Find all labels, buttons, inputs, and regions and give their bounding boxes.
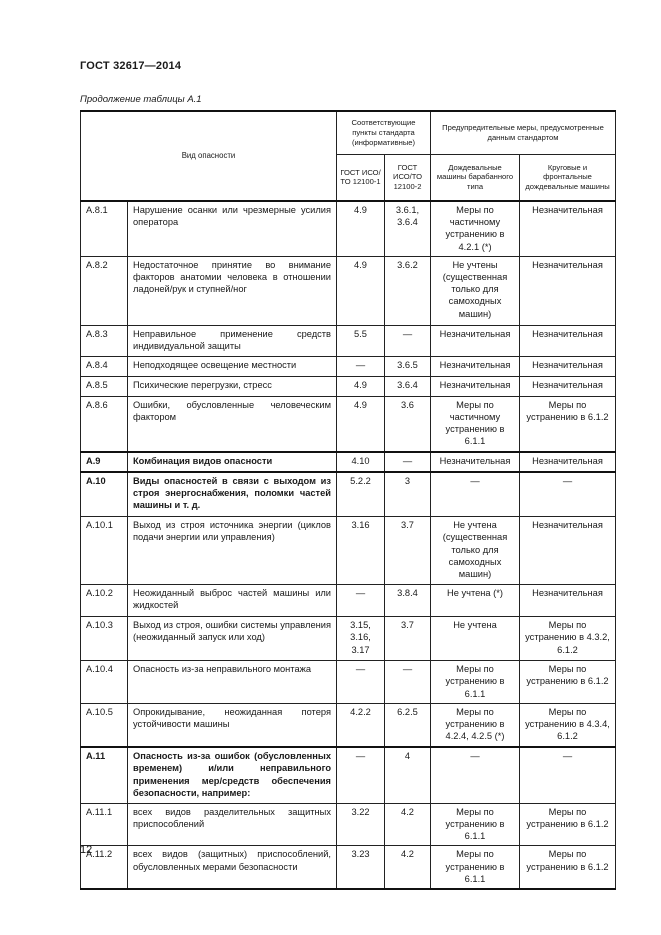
row-clause-12100-1: 4.9 [337, 396, 385, 451]
page-number: 12 [80, 844, 93, 856]
row-clause-12100-2: 6.2.5 [385, 703, 431, 747]
row-clause-12100-1: 5.2.2 [337, 472, 385, 517]
row-clause-12100-1: 3.22 [337, 803, 385, 846]
hazard-table [80, 110, 616, 890]
row-clause-12100-1: — [337, 661, 385, 704]
row-description: Неподходящее освещение местности [128, 356, 337, 376]
row-description: Опасность из-за неправильного монтажа [128, 661, 337, 704]
row-description: Комбинация видов опасности [128, 452, 337, 472]
row-clause-12100-1: 4.2.2 [337, 703, 385, 747]
row-measure-circular: Незначительная [520, 325, 616, 356]
row-number: А.9 [81, 452, 128, 472]
row-measure-drum: Меры по частичному устранению в 4.2.1 (*) [431, 201, 520, 256]
row-clause-12100-2: — [385, 661, 431, 704]
row-number: А.10.2 [81, 585, 128, 617]
row-measure-drum: — [431, 747, 520, 803]
row-clause-12100-2: 3.8.4 [385, 585, 431, 617]
row-clause-12100-2: 3.7 [385, 517, 431, 585]
row-clause-12100-2: 4.2 [385, 846, 431, 889]
row-clause-12100-1: 4.9 [337, 201, 385, 256]
row-clause-12100-2: — [385, 325, 431, 356]
header-circular-machines: Круговые и фронтальные дождевальные машины [520, 154, 616, 201]
row-description: Опрокидывание, неожиданная потеря устойчивости машины [128, 703, 337, 747]
row-number: А.11.1 [81, 803, 128, 846]
row-clause-12100-2: 3.6.2 [385, 256, 431, 325]
header-iso-12100-1: ГОСТ ИСО/ТО 12100-1 [337, 154, 385, 201]
row-number: А.8.1 [81, 201, 128, 256]
row-clause-12100-2: 3.7 [385, 617, 431, 661]
row-measure-circular: Меры по устранению в 6.1.2 [520, 846, 616, 889]
header-clauses: Соответствующие пункты стандарта (информативные) [337, 111, 431, 154]
row-measure-drum: Не учтена (существенная только для самоходных машин) [431, 517, 520, 585]
row-number: А.11.2 [81, 846, 128, 889]
row-clause-12100-2: — [385, 452, 431, 472]
row-measure-drum: Не учтена (*) [431, 585, 520, 617]
row-clause-12100-1: 5.5 [337, 325, 385, 356]
row-clause-12100-2: 4.2 [385, 803, 431, 846]
row-measure-drum: Незначительная [431, 356, 520, 376]
row-clause-12100-2: 3.6.5 [385, 356, 431, 376]
row-measure-drum: Незначительная [431, 452, 520, 472]
row-number: А.8.6 [81, 396, 128, 451]
row-measure-circular: — [520, 747, 616, 803]
row-measure-drum: Меры по устранению в 4.2.4, 4.2.5 (*) [431, 703, 520, 747]
row-number: А.10.5 [81, 703, 128, 747]
row-number: А.10.1 [81, 517, 128, 585]
row-number: А.10.3 [81, 617, 128, 661]
row-clause-12100-2: 4 [385, 747, 431, 803]
table-caption: Продолжение таблицы А.1 [80, 94, 202, 105]
row-description: всех видов (защитных) приспособлений, обусловленных мерами безопасности [128, 846, 337, 889]
row-measure-drum: Меры по устранению в 6.1.1 [431, 661, 520, 704]
row-number: А.10.4 [81, 661, 128, 704]
row-clause-12100-1: — [337, 356, 385, 376]
row-description: Недостаточное принятие во внимание факторов анатомии человека в отношении ладоней/рук и ступней/ног [128, 256, 337, 325]
row-description: Неожиданный выброс частей машины или жидкостей [128, 585, 337, 617]
row-clause-12100-1: 3.15, 3.16, 3.17 [337, 617, 385, 661]
row-clause-12100-1: 4.9 [337, 376, 385, 396]
row-number: А.8.2 [81, 256, 128, 325]
row-number: А.8.3 [81, 325, 128, 356]
row-clause-12100-1: 4.10 [337, 452, 385, 472]
row-measure-drum: Меры по частичному устранению в 6.1.1 [431, 396, 520, 451]
row-description: Психические перегрузки, стресс [128, 376, 337, 396]
row-measure-circular: Незначительная [520, 376, 616, 396]
row-description: Выход из строя источника энергии (циклов подачи энергии или управления) [128, 517, 337, 585]
row-clause-12100-2: 3.6.1, 3.6.4 [385, 201, 431, 256]
row-measure-circular: Меры по устранению в 6.1.2 [520, 803, 616, 846]
row-clause-12100-1: — [337, 585, 385, 617]
row-description: Выход из строя, ошибки системы управления (неожиданный запуск или ход) [128, 617, 337, 661]
document-title: ГОСТ 32617—2014 [80, 60, 182, 72]
row-measure-circular: Незначительная [520, 356, 616, 376]
row-description: Неправильное применение средств индивидуальной защиты [128, 325, 337, 356]
row-measure-circular: Незначительная [520, 585, 616, 617]
row-measure-drum: Не учтена [431, 617, 520, 661]
row-measure-drum: Меры по устранению в 6.1.1 [431, 846, 520, 889]
row-measure-circular: Незначительная [520, 201, 616, 256]
row-description: Нарушение осанки или чрезмерные усилия оператора [128, 201, 337, 256]
row-measure-circular: Незначительная [520, 256, 616, 325]
row-clause-12100-2: 3 [385, 472, 431, 517]
row-measure-circular: Меры по устранению в 4.3.4, 6.1.2 [520, 703, 616, 747]
row-number: А.8.5 [81, 376, 128, 396]
row-measure-circular: Меры по устранению в 6.1.2 [520, 396, 616, 451]
row-measure-circular: Меры по устранению в 4.3.2, 6.1.2 [520, 617, 616, 661]
row-measure-circular: Незначительная [520, 517, 616, 585]
row-clause-12100-1: — [337, 747, 385, 803]
row-measure-circular: — [520, 472, 616, 517]
row-measure-drum: Меры по устранению в 6.1.1 [431, 803, 520, 846]
header-iso-12100-2: ГОСТ ИСО/ТО 12100-2 [385, 154, 431, 201]
row-measure-drum: — [431, 472, 520, 517]
header-danger-type: Вид опасности [81, 111, 337, 201]
row-measure-drum: Не учтены (существенная только для самоходных машин) [431, 256, 520, 325]
row-measure-circular: Меры по устранению в 6.1.2 [520, 661, 616, 704]
row-description: Опасность из-за ошибок (обусловленных временем) и/или неправильного применения мер/средств обеспечения безопасности, например: [128, 747, 337, 803]
row-number: А.10 [81, 472, 128, 517]
row-description: всех видов разделительных защитных приспособлений [128, 803, 337, 846]
row-clause-12100-1: 3.23 [337, 846, 385, 889]
row-description: Виды опасностей в связи с выходом из строя энергоснабжения, поломки частей машины и т. д. [128, 472, 337, 517]
row-measure-circular: Незначительная [520, 452, 616, 472]
header-measures: Предупредительные меры, предусмотренные данным стандартом [431, 111, 616, 154]
row-measure-drum: Незначительная [431, 325, 520, 356]
row-description: Ошибки, обусловленные человеческим фактором [128, 396, 337, 451]
row-clause-12100-2: 3.6.4 [385, 376, 431, 396]
row-clause-12100-1: 3.16 [337, 517, 385, 585]
row-measure-drum: Незначительная [431, 376, 520, 396]
row-clause-12100-1: 4.9 [337, 256, 385, 325]
row-number: А.11 [81, 747, 128, 803]
row-number: А.8.4 [81, 356, 128, 376]
header-drum-machines: Дождевальные машины барабанного типа [431, 154, 520, 201]
row-clause-12100-2: 3.6 [385, 396, 431, 451]
